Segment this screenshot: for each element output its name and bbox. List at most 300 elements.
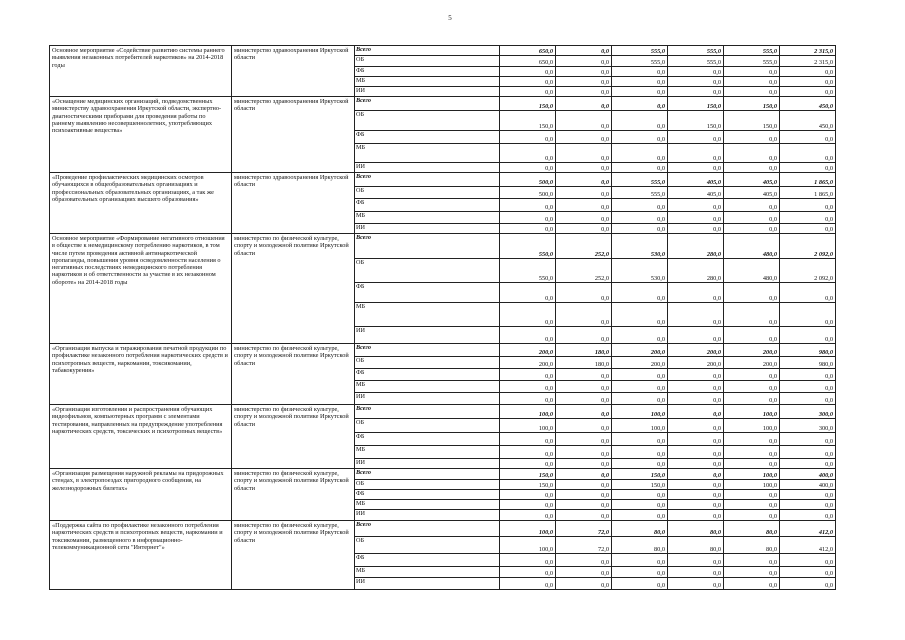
amount-year-cell: 0,0 [500,163,556,173]
amount-year-cell: 0,0 [612,199,668,212]
amount-year-cell: 0,0 [556,567,612,578]
amount-total-cell: 0,0 [780,327,836,344]
amount-year-cell: 0,0 [612,67,668,77]
amount-year-cell: 0,0 [500,131,556,144]
amount-total-cell: 0,0 [780,500,836,510]
amount-year-cell: 252,0 [556,259,612,283]
table-row-total [50,234,836,259]
amount-year-cell: 0,0 [612,212,668,224]
amount-year-cell: 0,0 [612,224,668,234]
amount-year-cell: 0,0 [724,67,780,77]
amount-year-cell: 0,0 [556,419,612,433]
amount-year-cell: 150,0 [724,111,780,131]
amount-year-cell: 180,0 [556,357,612,369]
funding-source: ОБ [355,419,500,433]
amount-year-cell: 0,0 [724,459,780,469]
amount-year-cell: 150,0 [668,111,724,131]
funding-source: ФБ [355,554,500,567]
amount-year-cell: 0,0 [500,87,556,97]
amount-year-cell: 0,0 [612,381,668,393]
amount-total-cell: 1 865,0 [780,187,836,199]
amount-year-cell: 0,0 [556,199,612,212]
funding-source: МБ [355,77,500,87]
amount-year-cell: 0,0 [556,459,612,469]
amount-year-cell: 0,0 [556,490,612,500]
amount-year-cell: 0,0 [668,381,724,393]
amount-total-cell: 0,0 [780,77,836,87]
table-row-total [50,469,836,480]
amount-year-cell: 0,0 [668,163,724,173]
amount-year-cell: 0,0 [668,433,724,446]
amount-year-cell: 0,0 [612,446,668,459]
amount-year-cell: 0,0 [500,327,556,344]
funding-source: МБ [355,567,500,578]
amount-total-cell: 2 092,0 [780,259,836,283]
amount-year-cell: 0,0 [556,510,612,521]
amount-year-cell: 0,0 [612,500,668,510]
amount-year-cell: 80,0 [612,537,668,554]
amount-year-cell: 180,0 [556,344,612,357]
amount-year-cell: 555,0 [612,46,668,56]
table-row-total [50,46,836,56]
amount-year-cell: 0,0 [500,500,556,510]
amount-year-cell: 0,0 [668,405,724,419]
amount-total-cell: 400,0 [780,469,836,480]
funding-source: ИИ [355,224,500,234]
funding-source: ИИ [355,163,500,173]
amount-year-cell: 0,0 [612,303,668,327]
amount-total-cell: 0,0 [780,578,836,590]
amount-year-cell: 0,0 [668,480,724,490]
activity-description: «Организация размещения наружной рекламы на придорожных стендах, в электропоездах пригородного сообщения, на железнодорожных билетах» [50,469,232,521]
amount-year-cell: 0,0 [500,67,556,77]
amount-year-cell: 0,0 [556,131,612,144]
amount-year-cell: 0,0 [668,459,724,469]
amount-year-cell: 0,0 [556,212,612,224]
amount-total-cell: 2 092,0 [780,234,836,259]
budget-table-container [49,45,835,590]
amount-year-cell: 0,0 [612,111,668,131]
amount-total-cell: 0,0 [780,131,836,144]
amount-year-cell: 200,0 [724,344,780,357]
amount-year-cell: 0,0 [556,144,612,163]
amount-year-cell: 0,0 [612,554,668,567]
funding-source: ОБ [355,187,500,199]
amount-year-cell: 0,0 [668,554,724,567]
amount-year-cell: 200,0 [724,357,780,369]
amount-year-cell: 0,0 [500,554,556,567]
amount-year-cell: 0,0 [668,131,724,144]
amount-year-cell: 0,0 [556,187,612,199]
amount-year-cell: 0,0 [724,369,780,381]
amount-year-cell: 0,0 [724,283,780,303]
amount-year-cell: 0,0 [668,283,724,303]
amount-year-cell: 0,0 [668,500,724,510]
page-number: 5 [448,14,452,22]
amount-year-cell: 555,0 [612,173,668,187]
amount-year-cell: 0,0 [556,393,612,405]
responsible-executor: министерство по физической культуре, спорту и молодежной политике Иркутской области [232,469,355,521]
amount-year-cell: 530,0 [612,259,668,283]
funding-source: Всего [355,521,500,537]
amount-year-cell: 0,0 [612,578,668,590]
responsible-executor: министерство здравоохранения Иркутской области [232,173,355,234]
amount-year-cell: 200,0 [668,357,724,369]
funding-source: ИИ [355,459,500,469]
amount-year-cell: 150,0 [500,97,556,111]
amount-year-cell: 0,0 [500,459,556,469]
amount-total-cell: 412,0 [780,521,836,537]
amount-total-cell: 450,0 [780,111,836,131]
amount-year-cell: 200,0 [668,344,724,357]
amount-year-cell: 0,0 [724,199,780,212]
amount-year-cell: 555,0 [724,46,780,56]
funding-source: МБ [355,446,500,459]
amount-year-cell: 555,0 [668,46,724,56]
funding-source: Всего [355,173,500,187]
responsible-executor: министерство здравоохранения Иркутской области [232,46,355,97]
amount-year-cell: 80,0 [668,537,724,554]
amount-year-cell: 0,0 [500,446,556,459]
amount-year-cell: 480,0 [724,234,780,259]
amount-year-cell: 0,0 [668,144,724,163]
amount-year-cell: 0,0 [556,446,612,459]
amount-year-cell: 0,0 [500,381,556,393]
amount-year-cell: 0,0 [668,393,724,405]
amount-year-cell: 0,0 [668,212,724,224]
amount-year-cell: 200,0 [500,344,556,357]
funding-source: Всего [355,469,500,480]
amount-year-cell: 0,0 [724,381,780,393]
amount-year-cell: 150,0 [612,469,668,480]
table-row-total [50,521,836,537]
amount-year-cell: 0,0 [668,469,724,480]
activity-description: «Организация выпуска и тиражирования печатной продукции по профилактике незаконного потребления наркотических средств и психотропных веществ, наркомании, токсикомании, табакокурения» [50,344,232,405]
amount-year-cell: 0,0 [724,578,780,590]
amount-year-cell: 0,0 [668,327,724,344]
amount-year-cell: 0,0 [556,56,612,67]
amount-year-cell: 0,0 [500,433,556,446]
amount-total-cell: 2 315,0 [780,46,836,56]
amount-year-cell: 0,0 [500,224,556,234]
funding-source: ФБ [355,490,500,500]
amount-year-cell: 0,0 [556,433,612,446]
amount-year-cell: 0,0 [612,283,668,303]
funding-source: ФБ [355,369,500,381]
amount-year-cell: 0,0 [724,567,780,578]
funding-source: ФБ [355,433,500,446]
amount-total-cell: 0,0 [780,67,836,77]
amount-year-cell: 0,0 [668,224,724,234]
amount-year-cell: 405,0 [724,173,780,187]
amount-year-cell: 0,0 [556,46,612,56]
amount-year-cell: 0,0 [556,111,612,131]
amount-year-cell: 0,0 [668,510,724,521]
amount-year-cell: 0,0 [724,212,780,224]
amount-year-cell: 80,0 [668,521,724,537]
funding-source: ФБ [355,283,500,303]
amount-year-cell: 200,0 [500,357,556,369]
amount-year-cell: 0,0 [500,578,556,590]
amount-total-cell: 300,0 [780,405,836,419]
amount-year-cell: 0,0 [668,490,724,500]
activity-description: «Проведение профилактических медицинских осмотров обучающихся в общеобразовательных организациях и профессиональных образовательных организациях, а так же образовательных организациях высшего образования» [50,173,232,234]
amount-total-cell: 2 315,0 [780,56,836,67]
amount-year-cell: 0,0 [556,77,612,87]
amount-year-cell: 0,0 [556,163,612,173]
amount-year-cell: 0,0 [556,224,612,234]
amount-total-cell: 0,0 [780,87,836,97]
funding-source: МБ [355,303,500,327]
amount-year-cell: 0,0 [724,163,780,173]
amount-year-cell: 550,0 [500,234,556,259]
activity-description: «Поддержка сайта по профилактике незаконного потребления наркотических средств и психотропных веществ, наркомании и токсикомании, размещенного в информационно-телекоммуникационной сети "Интернет"» [50,521,232,590]
amount-year-cell: 0,0 [500,283,556,303]
amount-total-cell: 0,0 [780,459,836,469]
amount-total-cell: 300,0 [780,419,836,433]
funding-source: Всего [355,405,500,419]
amount-total-cell: 0,0 [780,212,836,224]
amount-year-cell: 0,0 [500,510,556,521]
amount-year-cell: 0,0 [556,303,612,327]
responsible-executor: министерство по физической культуре, спорту и молодежной политике Иркутской области [232,521,355,590]
amount-year-cell: 0,0 [668,77,724,87]
activity-description: «Оснащение медицинских организаций, подведомственных министерству здравоохранения Иркутской области, экспертно-диагностическими приборами для проведения работы по раннему выявлению несовершеннолетних, употребляющих психоактивные вещества» [50,97,232,173]
amount-year-cell: 0,0 [556,327,612,344]
amount-year-cell: 80,0 [612,521,668,537]
funding-source: ОБ [355,537,500,554]
amount-year-cell: 0,0 [500,567,556,578]
table-row-total [50,97,836,111]
amount-year-cell: 650,0 [500,56,556,67]
amount-year-cell: 0,0 [612,144,668,163]
amount-year-cell: 0,0 [724,327,780,344]
amount-year-cell: 0,0 [724,131,780,144]
funding-source: ОБ [355,480,500,490]
amount-total-cell: 0,0 [780,567,836,578]
amount-total-cell: 0,0 [780,490,836,500]
amount-year-cell: 0,0 [556,283,612,303]
amount-year-cell: 150,0 [500,111,556,131]
amount-year-cell: 0,0 [556,480,612,490]
amount-year-cell: 100,0 [612,405,668,419]
amount-year-cell: 0,0 [612,163,668,173]
funding-source: МБ [355,144,500,163]
amount-year-cell: 405,0 [668,187,724,199]
amount-total-cell: 0,0 [780,393,836,405]
amount-year-cell: 150,0 [500,469,556,480]
funding-source: ИИ [355,510,500,521]
amount-year-cell: 100,0 [500,419,556,433]
amount-year-cell: 100,0 [724,405,780,419]
amount-year-cell: 0,0 [724,144,780,163]
amount-total-cell: 0,0 [780,199,836,212]
amount-total-cell: 0,0 [780,446,836,459]
amount-year-cell: 0,0 [612,77,668,87]
amount-year-cell: 0,0 [724,490,780,500]
amount-total-cell: 1 865,0 [780,173,836,187]
amount-year-cell: 0,0 [612,459,668,469]
amount-total-cell: 400,0 [780,480,836,490]
amount-total-cell: 0,0 [780,369,836,381]
amount-year-cell: 0,0 [612,393,668,405]
responsible-executor: министерство по физической культуре, спорту и молодежной политике Иркутской области [232,234,355,344]
amount-total-cell: 0,0 [780,283,836,303]
amount-year-cell: 550,0 [500,259,556,283]
amount-year-cell: 0,0 [500,144,556,163]
amount-year-cell: 72,0 [556,537,612,554]
amount-year-cell: 500,0 [500,187,556,199]
amount-year-cell: 0,0 [500,77,556,87]
funding-source: ИИ [355,393,500,405]
funding-source: МБ [355,381,500,393]
amount-year-cell: 0,0 [724,77,780,87]
funding-source: ИИ [355,327,500,344]
amount-year-cell: 0,0 [612,567,668,578]
amount-year-cell: 0,0 [500,369,556,381]
amount-year-cell: 0,0 [612,369,668,381]
amount-year-cell: 150,0 [724,97,780,111]
amount-year-cell: 0,0 [500,199,556,212]
funding-source: ОБ [355,111,500,131]
funding-source: ОБ [355,259,500,283]
amount-year-cell: 0,0 [500,212,556,224]
amount-year-cell: 0,0 [724,554,780,567]
amount-year-cell: 80,0 [724,537,780,554]
amount-year-cell: 0,0 [668,87,724,97]
amount-year-cell: 100,0 [500,537,556,554]
amount-year-cell: 0,0 [724,510,780,521]
amount-year-cell: 0,0 [668,369,724,381]
amount-total-cell: 0,0 [780,510,836,521]
activity-description: Основное мероприятие «Содействие развитию системы раннего выявления незаконных потребителей наркотиков» на 2014-2018 годы [50,46,232,97]
amount-year-cell: 100,0 [500,521,556,537]
amount-year-cell: 0,0 [724,393,780,405]
amount-year-cell: 0,0 [668,446,724,459]
funding-source: Всего [355,46,500,56]
amount-total-cell: 0,0 [780,224,836,234]
amount-year-cell: 0,0 [724,303,780,327]
budget-table [49,45,836,590]
amount-year-cell: 0,0 [612,97,668,111]
amount-year-cell: 555,0 [724,56,780,67]
amount-year-cell: 0,0 [500,303,556,327]
amount-year-cell: 0,0 [556,97,612,111]
funding-source: ФБ [355,131,500,144]
amount-year-cell: 0,0 [556,500,612,510]
amount-year-cell: 150,0 [668,97,724,111]
amount-year-cell: 0,0 [556,469,612,480]
amount-year-cell: 100,0 [724,469,780,480]
funding-source: ИИ [355,578,500,590]
amount-year-cell: 0,0 [668,567,724,578]
amount-year-cell: 280,0 [668,234,724,259]
amount-year-cell: 0,0 [612,490,668,500]
funding-source: МБ [355,212,500,224]
amount-year-cell: 0,0 [500,490,556,500]
activity-description: «Организация изготовления и распространения обучающих видеофильмов, компьютерных программ с элементами тестирования, направленных на предупреждение употребления наркотических средств, токсических и психотропных веществ» [50,405,232,469]
funding-source: ФБ [355,67,500,77]
amount-year-cell: 555,0 [668,56,724,67]
amount-year-cell: 100,0 [724,419,780,433]
amount-year-cell: 280,0 [668,259,724,283]
amount-total-cell: 0,0 [780,381,836,393]
activity-description: Основное мероприятие «Формирование негативного отношения в обществе к немедицинскому потреблению наркотиков, в том числе путем проведения активной антинаркотической пропаганды, повышения уровня осведомленности населения о негативных последствиях немедицинского потребления наркотиков и об ответственности за участие в их незаконном обороте» на 2014-2018 годы [50,234,232,344]
amount-year-cell: 555,0 [612,187,668,199]
amount-year-cell: 0,0 [556,405,612,419]
amount-year-cell: 100,0 [724,480,780,490]
responsible-executor: министерство по физической культуре, спорту и молодежной политике Иркутской области [232,405,355,469]
amount-year-cell: 0,0 [556,381,612,393]
amount-year-cell: 0,0 [668,67,724,77]
amount-year-cell: 0,0 [556,87,612,97]
amount-year-cell: 100,0 [500,405,556,419]
amount-year-cell: 650,0 [500,46,556,56]
amount-total-cell: 412,0 [780,537,836,554]
amount-year-cell: 500,0 [500,173,556,187]
amount-year-cell: 0,0 [556,369,612,381]
amount-year-cell: 0,0 [556,554,612,567]
responsible-executor: министерство здравоохранения Иркутской области [232,97,355,173]
funding-source: ОБ [355,357,500,369]
amount-total-cell: 0,0 [780,144,836,163]
amount-year-cell: 0,0 [612,87,668,97]
funding-source: МБ [355,500,500,510]
amount-year-cell: 200,0 [612,344,668,357]
amount-year-cell: 80,0 [724,521,780,537]
amount-year-cell: 0,0 [612,433,668,446]
amount-year-cell: 150,0 [612,480,668,490]
amount-year-cell: 405,0 [724,187,780,199]
amount-year-cell: 200,0 [612,357,668,369]
amount-year-cell: 0,0 [500,393,556,405]
amount-year-cell: 0,0 [724,433,780,446]
table-row-total [50,344,836,357]
funding-source: Всего [355,97,500,111]
amount-year-cell: 405,0 [668,173,724,187]
amount-year-cell: 150,0 [500,480,556,490]
amount-year-cell: 0,0 [612,131,668,144]
amount-total-cell: 980,0 [780,344,836,357]
responsible-executor: министерство по физической культуре, спорту и молодежной политике Иркутской области [232,344,355,405]
amount-total-cell: 0,0 [780,163,836,173]
amount-year-cell: 0,0 [724,87,780,97]
amount-year-cell: 72,0 [556,521,612,537]
amount-year-cell: 480,0 [724,259,780,283]
amount-year-cell: 252,0 [556,234,612,259]
table-row-total [50,405,836,419]
amount-year-cell: 0,0 [724,500,780,510]
amount-year-cell: 0,0 [556,67,612,77]
amount-year-cell: 0,0 [724,446,780,459]
amount-year-cell: 0,0 [668,199,724,212]
amount-year-cell: 0,0 [668,419,724,433]
amount-year-cell: 0,0 [556,173,612,187]
amount-year-cell: 0,0 [612,327,668,344]
funding-source: Всего [355,344,500,357]
table-row-total [50,173,836,187]
amount-total-cell: 0,0 [780,554,836,567]
funding-source: ОБ [355,56,500,67]
amount-year-cell: 0,0 [556,578,612,590]
amount-year-cell: 0,0 [668,303,724,327]
amount-total-cell: 980,0 [780,357,836,369]
amount-total-cell: 450,0 [780,97,836,111]
funding-source: ИИ [355,87,500,97]
amount-total-cell: 0,0 [780,303,836,327]
amount-year-cell: 530,0 [612,234,668,259]
amount-year-cell: 0,0 [612,510,668,521]
